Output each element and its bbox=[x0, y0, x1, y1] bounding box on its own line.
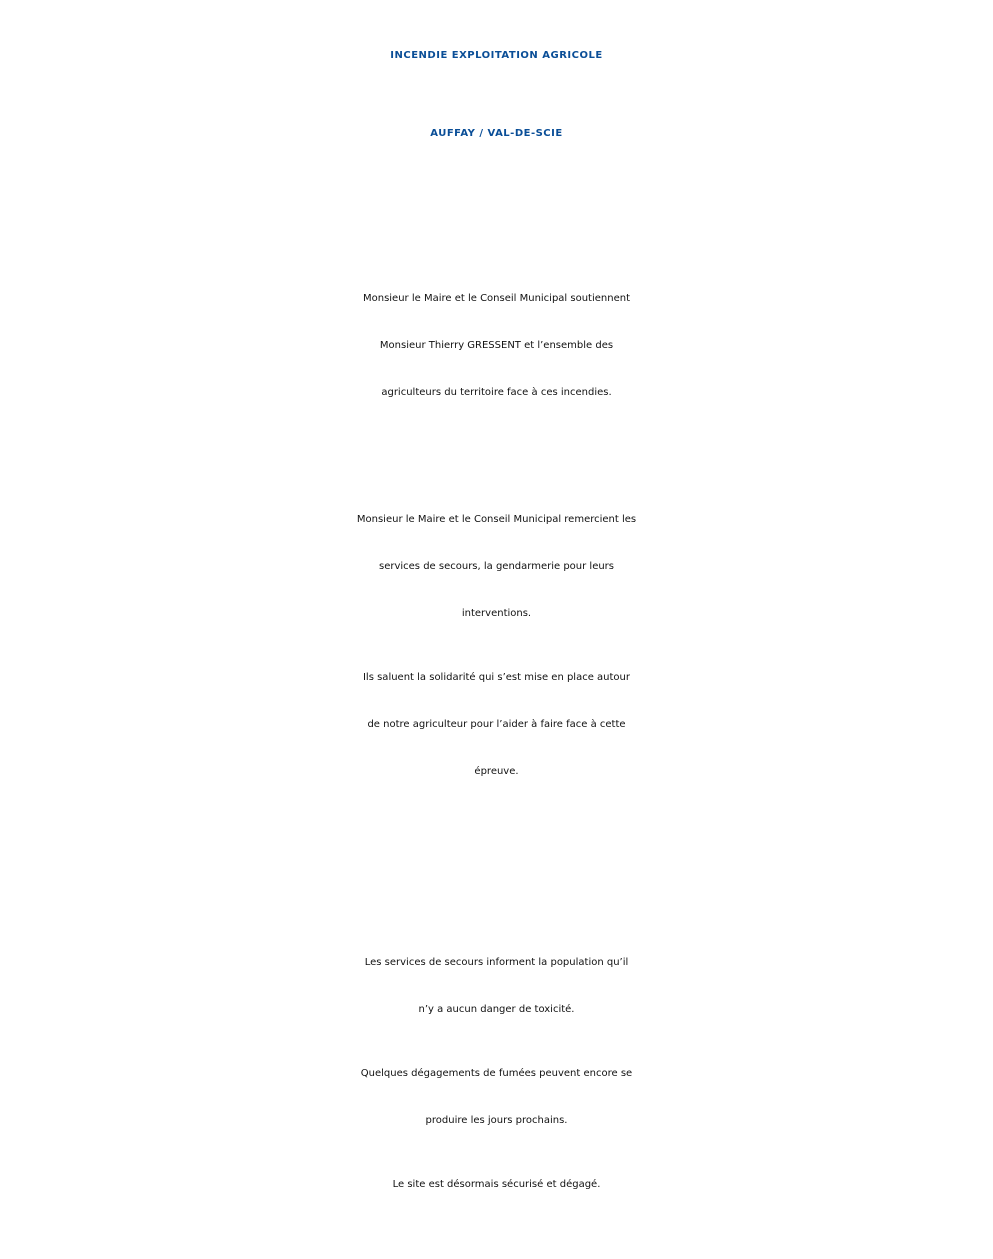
title-line-1: INCENDIE EXPLOITATION AGRICOLE bbox=[390, 50, 603, 61]
paragraph-line: n’y a aucun danger de toxicité. bbox=[418, 1004, 575, 1015]
paragraph-line: Quelques dégagements de fumées peuvent encore se bbox=[360, 1068, 633, 1079]
paragraph-site-secured bbox=[0, 1161, 993, 1208]
paragraph-line: Monsieur le Maire et le Conseil Municipal soutiennent bbox=[362, 293, 630, 304]
paragraph-no-toxicity bbox=[0, 939, 993, 1033]
paragraph-line: épreuve. bbox=[474, 766, 519, 777]
paragraph-solidarity bbox=[0, 654, 993, 795]
paragraph-line: de notre agriculteur pour l’aider à faire face à cette bbox=[367, 719, 626, 730]
paragraph-line: produire les jours prochains. bbox=[425, 1115, 568, 1126]
paragraph-line: interventions. bbox=[461, 608, 532, 619]
paragraph-line: services de secours, la gendarmerie pour leurs bbox=[378, 561, 614, 572]
paragraph-line: Ils saluent la solidarité qui s’est mise en place autour bbox=[362, 672, 630, 683]
paragraph-line: Monsieur le Maire et le Conseil Municipal remercient les bbox=[356, 514, 637, 525]
paragraph-thanks bbox=[0, 496, 993, 637]
paragraph-smoke bbox=[0, 1050, 993, 1144]
paragraph-support bbox=[0, 275, 993, 416]
paragraph-line: Les services de secours informent la population qu’il bbox=[364, 957, 629, 968]
paragraph-line: agriculteurs du territoire face à ces incendies. bbox=[381, 387, 612, 398]
paragraph-line: Monsieur Thierry GRESSENT et l’ensemble des bbox=[379, 340, 614, 351]
title-line-2: AUFFAY / VAL-DE-SCIE bbox=[430, 128, 563, 139]
paragraph-line: Le site est désormais sécurisé et dégagé. bbox=[392, 1179, 601, 1190]
